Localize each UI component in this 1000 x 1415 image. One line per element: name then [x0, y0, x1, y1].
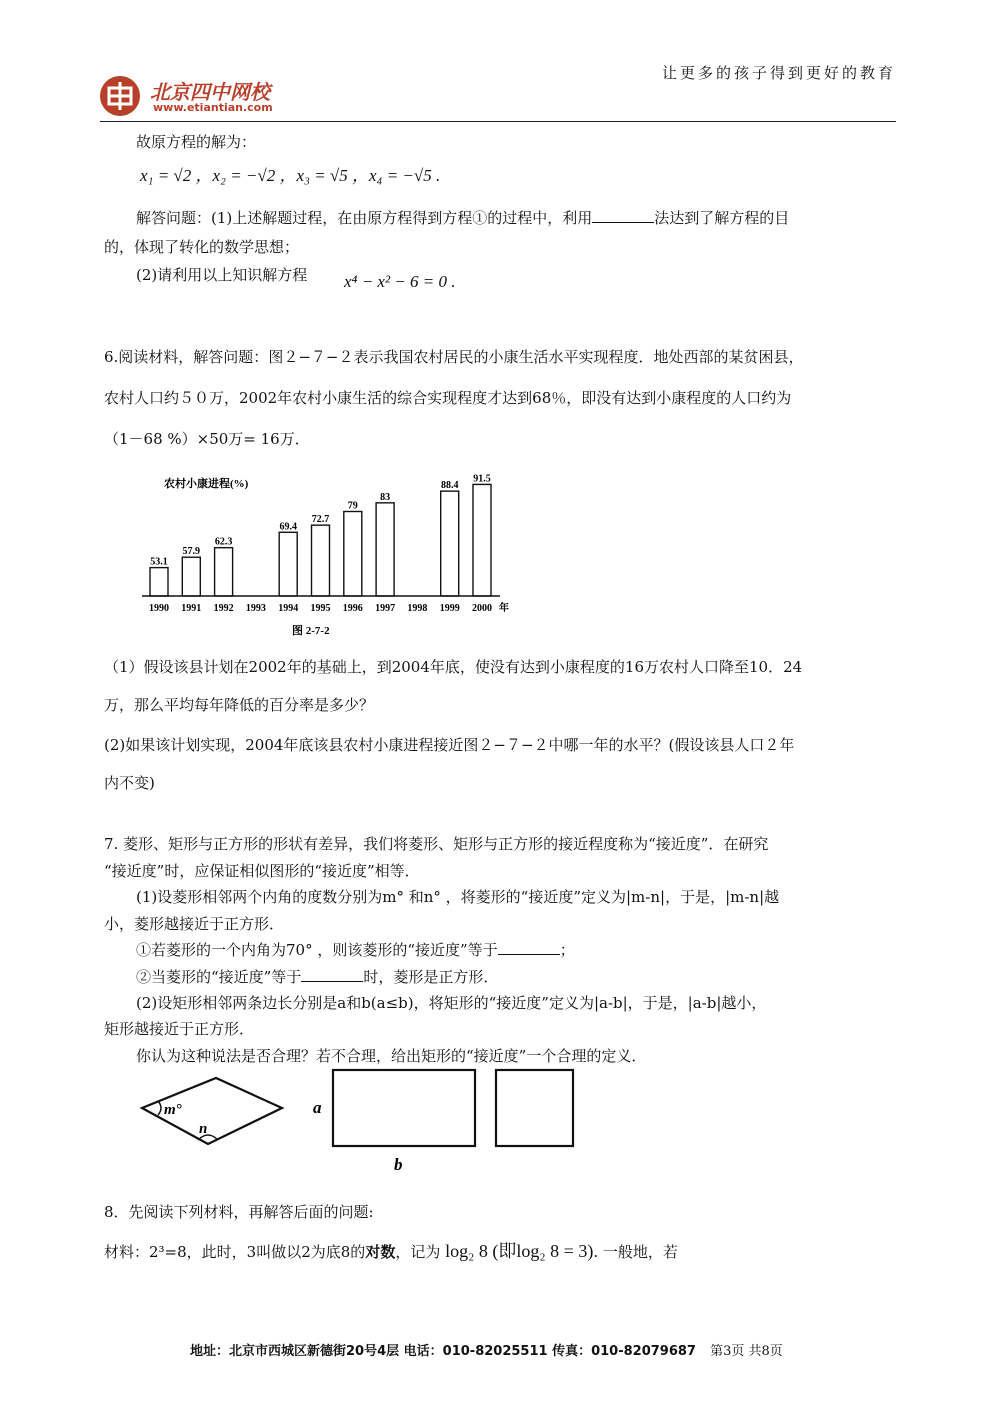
tick-label-1992: 1992 [213, 603, 234, 614]
value-label-1995: 72.7 [311, 514, 330, 526]
q8-material-b: ，记为 [395, 1243, 441, 1261]
bar-1995 [312, 525, 330, 596]
x-unit-label: 年 [499, 603, 509, 614]
tick-label-1993: 1993 [245, 603, 266, 614]
value-label-1992: 62.3 [214, 536, 233, 548]
value-label-2000: 91.5 [473, 473, 491, 485]
label-b: b [394, 1155, 403, 1174]
header-divider [100, 121, 896, 122]
q7-line7: (2)设矩形相邻两条边长分别是a和b(a≤b)，将矩形的“接近度”定义为|a-b|，于是，|a-b|越小， [136, 994, 767, 1012]
chart-title: 农村小康进程(%) [164, 478, 249, 490]
bar-chart [140, 466, 520, 646]
q6-sub2-b: 内不变) [104, 774, 155, 792]
q5-solutions: x₁ = √2 ，x₂ = −√2 ，x₃ = √5 ，x₄ = −√5 . [140, 166, 441, 185]
label-m: m° [164, 1102, 182, 1118]
rhombus-figure [142, 1078, 282, 1144]
angle-m-arc [158, 1101, 161, 1115]
q7-line6-text-a: ②当菱形的“接近度”等于 [136, 968, 302, 986]
q8-material-bold: 对数 [365, 1243, 396, 1261]
page-number: 第3页 共8页 [710, 1344, 783, 1359]
q8-material-a: 材料：2³=8，此时，3叫做以2为底8的 [104, 1243, 366, 1261]
bar-1991 [182, 557, 200, 596]
q8-line1: 8．先阅读下列材料，再解答后面的问题: [104, 1203, 374, 1221]
value-label-1999: 88.4 [440, 480, 459, 492]
value-label-1991: 57.9 [182, 546, 201, 558]
q8-material-c: . 一般地，若 [593, 1243, 678, 1261]
tick-label-2000: 2000 [472, 603, 492, 614]
tick-label-1998: 1998 [407, 603, 428, 614]
bar-2000 [473, 484, 491, 596]
q7-line6-text-b: 时，菱形是正方形． [363, 968, 499, 986]
q7-line9: 你认为这种说法是否合理？若不合理，给出矩形的“接近度”一个合理的定义． [136, 1047, 647, 1065]
q6-line2: 农村人口约５０万，2002年农村小康生活的综合实现程度才达到68％，即没有达到小康程度的人口约为 [104, 389, 792, 407]
q7-blank-2[interactable] [301, 967, 363, 982]
q7-line5 [136, 939, 928, 962]
q8-log-expr: log₂ 8 (即log₂ 8 = 3) [445, 1241, 594, 1261]
value-label-1997: 83 [380, 491, 391, 503]
bar-1996 [344, 512, 362, 597]
bar-1997 [376, 503, 394, 596]
chart-caption: 图 2-7-2 [292, 625, 330, 637]
q7-blank-1[interactable] [498, 940, 560, 955]
bar-1990 [150, 568, 168, 596]
tick-label-1996: 1996 [342, 603, 363, 614]
q8-material [104, 1238, 896, 1265]
footer [190, 1340, 783, 1359]
school-logo-icon [100, 76, 140, 116]
q6-sub1-b: 万，那么平均每年降低的百分率是多少？ [104, 696, 375, 714]
q6-sub2-a: (2)如果该计划实现，2004年底该县农村小康进程接近图２−７−２中哪一年的水平？(假设该县人口２年 [104, 736, 795, 754]
tick-label-1999: 1999 [439, 603, 460, 614]
q5-part1-cont: 的，体现了转化的数学思想； [104, 238, 300, 256]
q7-line4: 小，菱形越接近于正方形． [104, 915, 285, 933]
q6-line1: 6.阅读材料，解答问题：图２−７−２表示我国农村居民的小康生活水平实现程度．地处西部的某贫困县， [104, 348, 804, 366]
q7-line8: 矩形越接近于正方形． [104, 1020, 255, 1038]
header-slogan: 让更多的孩子得到更好的教育 [661, 64, 896, 82]
q5-intro: 故原方程的解为： [136, 133, 257, 151]
q5-part2-text: (2)请利用以上知识解方程 [136, 266, 308, 284]
q7-figures [130, 1066, 600, 1176]
label-a: a [313, 1098, 322, 1117]
q5-part2 [136, 264, 928, 287]
value-label-1994: 69.4 [279, 521, 297, 533]
value-label-1990: 53.1 [150, 556, 168, 568]
label-n: n [199, 1121, 208, 1137]
bar-1992 [215, 548, 233, 596]
q5-answer-blank[interactable] [592, 208, 654, 223]
square-figure [496, 1070, 573, 1146]
logo-name: 北京四中网校 [150, 80, 270, 104]
footer-address: 地址：北京市西城区新德街20号4层 电话：010-82025511 传真：010-82079687 [190, 1344, 696, 1359]
bar-1994 [279, 532, 297, 596]
tick-label-1990: 1990 [149, 603, 169, 614]
value-label-1996: 79 [347, 500, 358, 512]
q6-sub1-a: （1）假设该县计划在2002年的基础上，到2004年底，使没有达到小康程度的16万农村人口降至10．24 [104, 658, 803, 676]
q7-line6 [136, 966, 928, 989]
q5-part1 [136, 207, 928, 230]
bar-1999 [441, 491, 459, 596]
q7-line1: 7. 菱形、矩形与正方形的形状有差异，我们将菱形、矩形与正方形的接近程度称为“接近度”．在研究 [104, 835, 769, 853]
tick-label-1997: 1997 [375, 603, 396, 614]
tick-label-1991: 1991 [181, 603, 202, 614]
q7-line2: “接近度”时，应保证相似图形的“接近度”相等． [104, 862, 420, 880]
q7-line5-text-b: ； [559, 941, 575, 959]
rectangle-figure [333, 1070, 475, 1146]
tick-label-1994: 1994 [278, 603, 299, 614]
q5-equation: x⁴ − x² − 6 = 0 . [344, 272, 456, 291]
tick-label-1995: 1995 [310, 603, 331, 614]
q7-line5-text-a: ①若菱形的一个内角为70° ，则该菱形的“接近度”等于 [136, 941, 498, 959]
q6-line3: （1－68 %）×50万= 16万． [104, 430, 310, 448]
q7-line3: (1)设菱形相邻两个内角的度数分别为m° 和n° ，将菱形的“接近度”定义为|m-n|，于是，|m-n|越 [136, 888, 780, 906]
logo-url: www.etiantian.com [153, 101, 273, 114]
q5-part1-text-a: 解答问题：(1)上述解题过程，在由原方程得到方程①的过程中，利用 [136, 209, 593, 227]
q5-part1-text-b: 法达到了解方程的目 [654, 209, 790, 227]
